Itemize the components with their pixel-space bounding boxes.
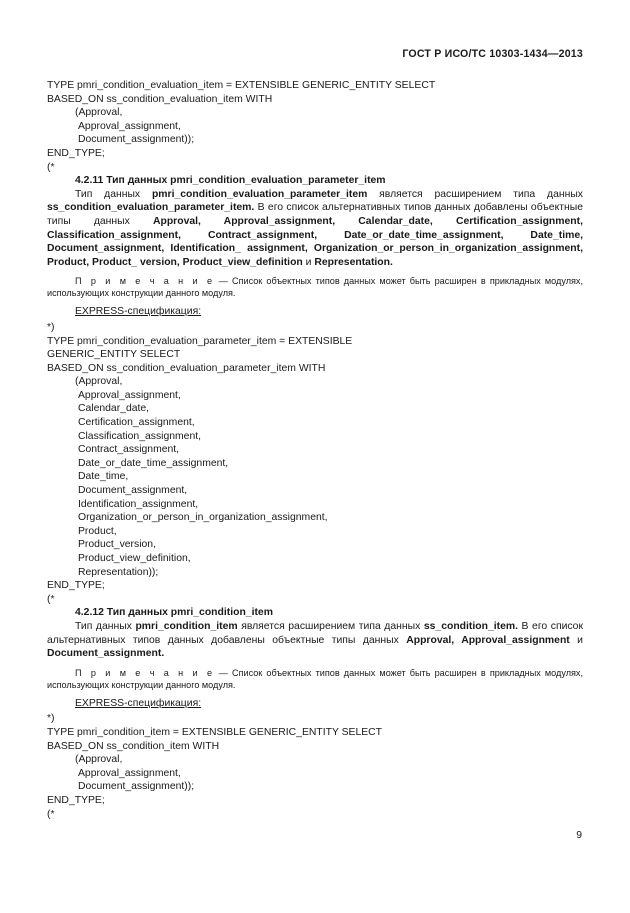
text-run: и [302,256,315,268]
text-run: В его список альтернативных типов данных добавлены объектные типы данных [47,620,584,646]
type-name: pmri_condition_evaluation_parameter_item [151,188,368,200]
text-run: В его список альтернативных типов данных добавлены объектные типы данных [47,202,583,227]
code-line: Organization_or_person_in_organization_assignment, [78,512,328,524]
code-line: TYPE pmri_condition_item = EXTENSIBLE GENERIC_ENTITY SELECT [47,726,383,738]
code-line: Contract_assignment, [78,444,180,456]
code-line: (Approval, [75,754,123,766]
code-line: TYPE pmri_condition_evaluation_parameter_item = EXTENSIBLE [47,335,353,347]
section-paragraph [47,188,583,270]
text-run: Тип данных [75,620,136,632]
code-line: Document_assignment, [78,485,188,497]
code-line: Product, [78,525,117,537]
code-line: BASED_ON ss_condition_evaluation_parameter_item WITH [47,362,326,374]
type-name: ss_condition_item. [423,620,518,632]
note [47,667,583,691]
code-line: Classification_assignment, [78,430,202,442]
note-label: П р и м е ч а н и е [75,667,215,678]
code-line: Calendar_date, [78,403,150,415]
text-run: является расширением типа данных [237,620,424,632]
code-line: BASED_ON ss_condition_evaluation_item WITH [47,93,273,105]
code-line: *) [47,713,55,725]
section-4-2-12 [47,606,583,710]
note [47,275,583,299]
text-run: является расширением типа данных [367,188,583,200]
page-content [47,79,583,821]
section-4-2-11 [47,174,583,319]
entity-type-list: Approval, Approval_assignment [406,634,570,646]
code-line: Approval_assignment, [78,767,181,779]
express-code-block-3 [47,712,583,821]
text-run: и [569,634,583,646]
code-line: (* [47,593,55,605]
entity-type-list: Approval, Approval_assignment, Calendar_date, Certification_assignment, Classification_assignment, Contract_assignment, Date_or_date_time_assignment, Date_time, Document_assignment, Identification_ assignment, Organization_or_person_in_organization_assignment, Product, Product_ version, Product_view_definition [47,215,583,268]
code-line: GENERIC_ENTITY SELECT [47,349,181,361]
code-line: BASED_ON ss_condition_item WITH [47,740,220,752]
note-text: — Список объектных типов данных может быть расширен в прикладных модулях, использующих конструкции данного модуля. [47,276,583,299]
code-line: (* [47,161,55,173]
type-name: Representation. [314,256,393,268]
page-number: 9 [576,830,582,841]
section-heading: 4.2.12 Тип данных pmri_condition_item [75,607,273,619]
code-line: Product_version, [78,539,156,551]
express-spec-label: EXPRESS-спецификация: [75,697,202,709]
express-code-block-2 [47,321,583,606]
section-heading: 4.2.11 Тип данных pmri_condition_evaluation_parameter_item [75,175,386,187]
section-paragraph [47,620,583,661]
code-line: Approval_assignment, [78,120,181,132]
type-name: ss_condition_evaluation_parameter_item. [47,202,255,214]
type-name: Document_assignment. [47,648,165,660]
express-spec-label: EXPRESS-спецификация: [75,306,202,318]
code-line: TYPE pmri_condition_evaluation_item = EXTENSIBLE GENERIC_ENTITY SELECT [47,80,436,91]
text-run: Тип данных [75,188,152,200]
note-text: — Список объектных типов данных может быть расширен в прикладных модулях, использующих конструкции данного модуля. [47,667,583,690]
code-line: Approval_assignment, [78,389,181,401]
code-line: Document_assignment)); [78,781,195,793]
code-line: Representation)); [78,566,159,578]
code-line: Document_assignment)); [78,134,195,146]
code-line: END_TYPE; [47,794,105,806]
code-line: *) [47,321,55,333]
code-line: Identification_assignment, [78,498,199,510]
note-label: П р и м е ч а н и е [75,276,215,287]
document-code-header: ГОСТ Р ИСО/ТС 10303-1434—2013 [402,48,583,60]
type-name: pmri_condition_item [135,620,238,632]
code-line: Product_view_definition, [78,553,191,564]
code-line: Date_time, [78,471,129,483]
express-code-block-1 [47,79,583,174]
code-line: (Approval, [75,376,123,388]
code-line: (* [47,808,55,820]
code-line: END_TYPE; [47,147,105,159]
code-line: Certification_assignment, [78,417,195,429]
code-line: Date_or_date_time_assignment, [78,457,229,469]
code-line: (Approval, [75,107,123,119]
code-line: END_TYPE; [47,580,105,592]
